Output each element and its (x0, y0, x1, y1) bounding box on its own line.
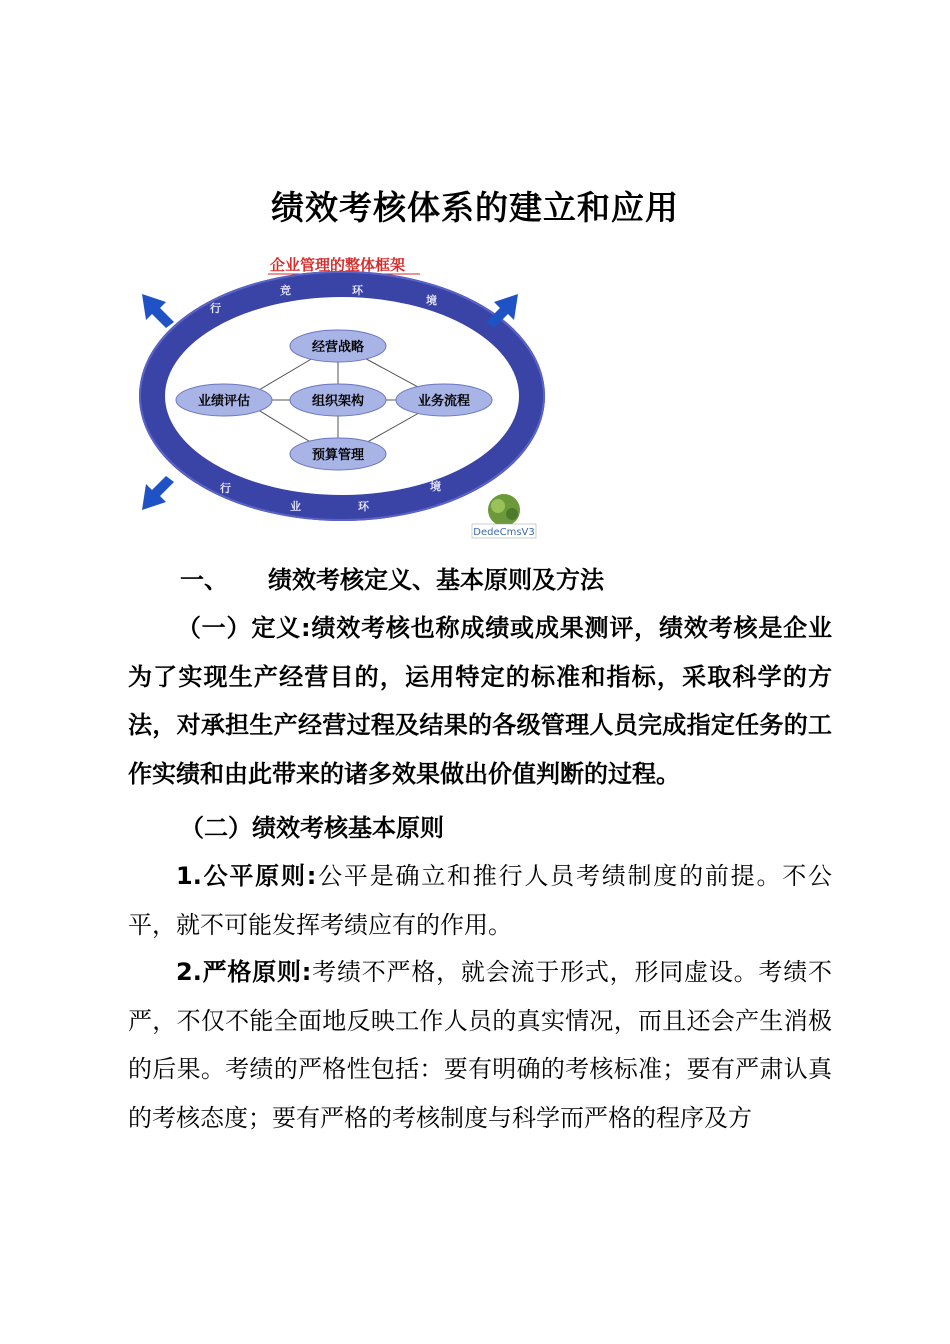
svg-text:组织架构: 组织架构 (311, 394, 365, 409)
svg-text:DedeCmsV3: DedeCmsV3 (473, 527, 535, 538)
arrow-top-left-icon (142, 294, 174, 328)
principle-2-text: 考绩不严格，就会流于形式，形同虚设。考绩不严，不仅不能全面地反映工作人员的真实情况，而且还会产生消极的后果。考绩的严格性包括：要有明确的考核标准；要有严肃认真的考核态度；要有严格的考核制度与科学而严格的程序及方 (128, 958, 832, 1132)
ring-top-char-1: 行 (210, 302, 221, 315)
svg-text:经营战略: 经营战略 (311, 340, 365, 355)
ring-bottom-char-2: 业 (290, 500, 301, 513)
svg-text:业务流程: 业务流程 (417, 394, 471, 409)
section-1-heading (180, 556, 604, 604)
arrow-bottom-left-icon (142, 476, 174, 510)
svg-text:业绩评估: 业绩评估 (197, 394, 251, 409)
principle-1-lead: 1.公平原则: (176, 862, 317, 890)
ring-bottom-char-4: 境 (430, 480, 441, 493)
node-performance-evaluation (176, 384, 272, 416)
node-business-process (396, 384, 492, 416)
diagram-heading: 企业管理的整体框架 (270, 256, 406, 274)
definition-lead: （一）定义: (176, 614, 311, 642)
principle-1-paragraph (128, 852, 832, 949)
ring-top-char-3: 环 (352, 284, 363, 297)
page-title: 绩效考核体系的建立和应用 (271, 188, 679, 227)
svg-text:预算管理: 预算管理 (311, 448, 365, 463)
watermark-logo (472, 494, 536, 538)
definition-paragraph (128, 604, 832, 798)
section-2-heading: （二）绩效考核基本原则 (180, 814, 444, 842)
node-strategy (290, 330, 386, 362)
section-1-number: 一、 (180, 566, 228, 594)
principle-1-text: 公平是确立和推行人员考绩制度的前提。不公平，就不可能发挥考绩应有的作用。 (128, 862, 833, 939)
ring-top-char-4: 境 (426, 294, 437, 307)
section-1-title: 绩效考核定义、基本原则及方法 (268, 566, 604, 594)
definition-text: 绩效考核也称成绩或成果测评，绩效考核是企业为了实现生产经营目的，运用特定的标准和指标，采取科学的方法，对承担生产经营过程及结果的各级管理人员完成指定任务的工作实绩和由此带来的诸多效果做出价值判断的过程。 (128, 614, 832, 788)
ring-bottom-char-1: 行 (220, 482, 231, 495)
node-organization (290, 384, 386, 416)
principle-2-paragraph (128, 948, 832, 1142)
ring-bottom-char-3: 环 (358, 500, 369, 513)
principle-2-lead: 2.严格原则: (176, 958, 312, 986)
node-budget (290, 438, 386, 470)
management-framework-diagram (120, 244, 560, 544)
ring-top-char-2: 竞 (280, 284, 291, 297)
